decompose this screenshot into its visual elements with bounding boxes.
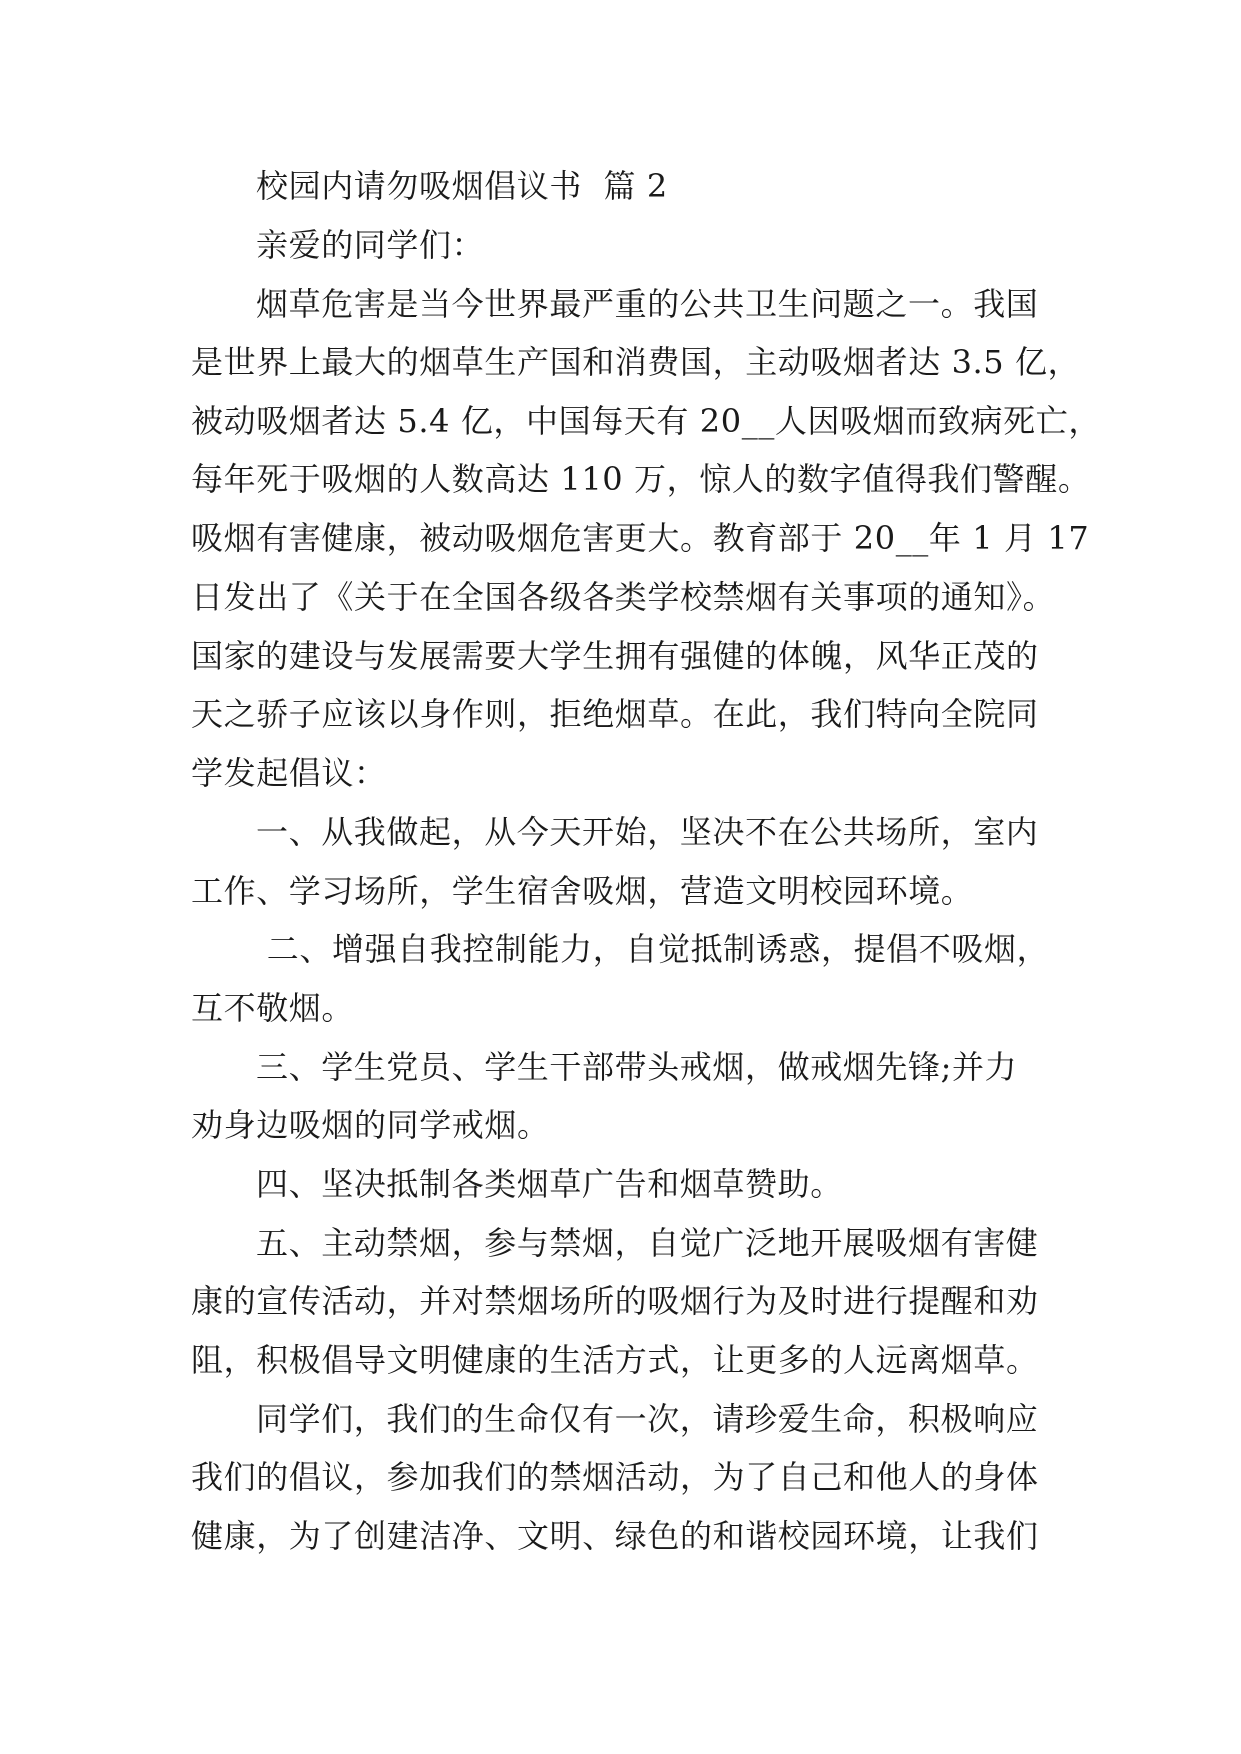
- document-title: 校园内请勿吸烟倡议书 篇 2: [256, 167, 668, 205]
- body-line: 吸烟有害健康，被动吸烟危害更大。教育部于 20__年 1 月 17: [191, 519, 1090, 557]
- proposal-item: 五、主动禁烟，参与禁烟，自觉广泛地开展吸烟有害健: [256, 1224, 1039, 1262]
- closing-paragraph: 同学们，我们的生命仅有一次，请珍爱生命，积极响应: [256, 1400, 1039, 1438]
- body-line: 被动吸烟者达 5.4 亿，中国每天有 20__人因吸烟而致病死亡，: [191, 402, 1101, 440]
- body-line: 我们的倡议，参加我们的禁烟活动，为了自己和他人的身体: [191, 1458, 1039, 1496]
- body-line: 日发出了《关于在全国各级各类学校禁烟有关事项的通知》。: [191, 578, 1056, 616]
- proposal-item: 三、学生党员、学生干部带头戒烟，做戒烟先锋;并力: [256, 1048, 1018, 1086]
- body-line: 劝身边吸烟的同学戒烟。: [191, 1106, 550, 1144]
- proposal-item: 四、坚决抵制各类烟草广告和烟草赞助。: [256, 1165, 843, 1203]
- body-line: 互不敬烟。: [191, 989, 355, 1027]
- body-line: 学发起倡议：: [191, 754, 387, 792]
- body-line: 天之骄子应该以身作则，拒绝烟草。在此，我们特向全院同: [191, 695, 1039, 733]
- body-line: 烟草危害是当今世界最严重的公共卫生问题之一。我国: [256, 285, 1039, 323]
- body-line: 阻，积极倡导文明健康的生活方式，让更多的人远离烟草。: [191, 1341, 1039, 1379]
- body-line: 工作、学习场所，学生宿舍吸烟，营造文明校园环境。: [191, 872, 974, 910]
- body-line: 国家的建设与发展需要大学生拥有强健的体魄，风华正茂的: [191, 637, 1039, 675]
- body-line: 每年死于吸烟的人数高达 110 万，惊人的数字值得我们警醒。: [191, 460, 1091, 498]
- salutation: 亲爱的同学们：: [256, 226, 485, 264]
- body-line: 是世界上最大的烟草生产国和消费国，主动吸烟者达 3.5 亿，: [191, 343, 1081, 381]
- body-line: 康的宣传活动，并对禁烟场所的吸烟行为及时进行提醒和劝: [191, 1282, 1039, 1320]
- body-line: 健康，为了创建洁净、文明、绿色的和谐校园环境，让我们: [191, 1517, 1039, 1555]
- proposal-item: 二、增强自我控制能力，自觉抵制诱惑，提倡不吸烟，: [256, 930, 1050, 968]
- proposal-item: 一、从我做起，从今天开始，坚决不在公共场所，室内: [256, 813, 1039, 851]
